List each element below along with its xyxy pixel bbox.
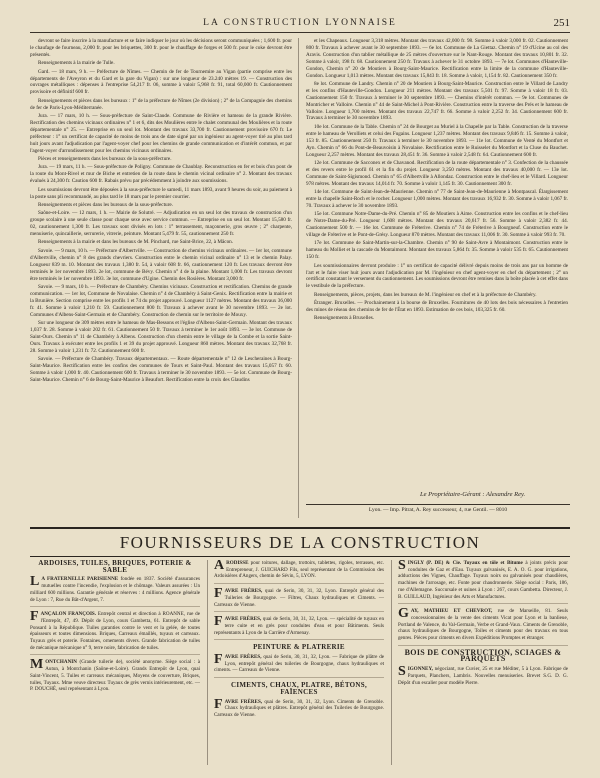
article-paragraph: Les soumissions devront être déposées à la sous-préfecture le samedi, 11 mars 1893, avant 9 heures du soir, au paiement à la poste sans pli recommandé, au plus tard le 18 mars par le premier courrier. [30,186,292,200]
footer-rule [306,504,570,505]
advert-text: fondée en 1837. Société d'assurances mutuelles contre l'incendie, l'explosion et le chômage. Valeurs assurées : Un milliard 600 millions. Garantie générale et réserves : 4 millions. Agence générale de Lyon : 7, Rue du Bât-d'Argent, 7. [30,576,200,603]
suppliers-column-1 [30,560,200,765]
advert [214,560,384,584]
advertiser-name: INGLY (P. DE) & Cie. Tuyaux en tôle et Bitume [407,560,523,566]
article-paragraph: 8e lot. Commune de Landry. Chemin n° 20 de Moutiers à Bourg-Saint-Maurice. Construction entre le Villard de Landry et les confins d'Hauteville-Gondon. Longueur 211 mètres. Montant des travaux 5,501 fr. 97. Somme à valoir 18 fr. 03. Cautionnement 150 fr. Travaux à terminer le 30 septembre 1893. — Chemins d'intérêt commun. — 9e lot. Communes de Montricher et Valloire. Chemin n° 44 de Saint-Michel à Pont-Rivière. Construction entre la traverse des Prés et le hameau de Valloire. Longueur 1,700 mètres. Montant des travaux 22,747 fr. 66. Somme à valoir 2,252 fr. 34. Cautionnement 600 fr. Travaux à terminer le 30 novembre 1893. [306,80,568,122]
advert-text: à joints précis pour conduites de Gaz et d'Eau. Tuyaux galvanisés, E. A. O. G. pour irrigations, adductions des Vignes, Chauffage. Tuyaux noirs ou galvanisés pour chaudières, machines de l'arrosage, etc. Fonte pour chaudronnerie. Siège social : Paris, 186, rue d'Allemagne. Succursale et usines à Lyon : 267, cours Gambetta. Directeur, J. B. GUILLAUD, Ingénieur des Arts et Manufactures. [398,560,568,600]
advert-text: quai de Serin, 30, 31, 32, Lyon. Ciments de Grenoble. Chaux hydrauliques et plâtres. Entrepôt général des Tuileries de Bourgogne. Carreaux de Vienne. [214,698,384,718]
drop-cap: F [214,586,223,602]
article-paragraph: Étranger. Bruxelles. — Prochainement à la bourse de Bruxelles. Fournitures de 40 lots des bois nécessaires à l'entretien des mines de réseau des chemins de fer de l'État en 1893. Estimation de ces bois, 103,325 fr. 60. [306,300,568,314]
advertiser-name: AY, MATHIEU ET CHEVROT, [410,608,493,615]
advert [214,654,384,678]
article-paragraph: 14e lot. Commune de Saint-Jean-de-Maurienne. Chemin n° 77 de Saint-Jean-de-Maurienne à Montpascal. Élargissement entre la chapelle Saint-Roch et le rocher. Longueur 1,000 mètres. Montant des travaux 16,932 fr. 30. Somme à valoir 1,067 fr. 70. Travaux à achever le 30 novembre 1893. [306,189,568,209]
article-paragraph: Renseignements et pièces dans les bureaux de la sous-préfecture. [38,201,173,208]
drop-cap: M [30,657,44,673]
printer-imprint: Lyon. — Imp. Pitrat, A. Rey successeur, 4, rue Gentil. — 8010 [368,507,508,513]
drop-cap: S [398,664,406,680]
publisher-signature: Le Propriétaire-Gérant : Alexandre Rey. [420,491,526,498]
advert-text: Entrepôt central et direction à ROANNE, rue de l'Entrepôt, 47, 49. Dépôt de Lyon, cours Gambetta, 61. Entrepôt de sable Ponsard à la République. Tuiles garanties contre le vent et la gelée, de toutes épaisseurs et toutes dimensions. Briques, Carreaux émaillés, tuyaux et carreaux. Tuyaux grès et poterie. Fontaines, ornements divers. Grande fabrication de tuiles de mécanique mécanique n° 9, terre noire, fabrication de tuiles. [30,611,200,651]
article-paragraph: Pièces et renseignements dans les bureaux de la sous-préfecture. [38,156,172,162]
advert [214,616,384,640]
drop-cap: G [398,606,409,622]
article-paragraph: et les Chapeaux. Longueur 3,318 mètres. Montant des travaux 42,000 fr. 98. Somme à valoir 3,000 fr. 02. Cautionnement 800 fr. Travaux à achever avant le 30 septembre 1893. — 6e lot. Commune de La Giettaz. Chemin n° 19 d'Ucine au col des Aravis. Construction d'un tablier métallique de 25 mètres d'ouverture sur le Nant-Rouge. Montant des travaux 10,801 fr. 32. Somme à valoir, 198 fr. 68. Cautionnement 250 fr. Travaux à achever le 31 octobre 1893. — 7e lot. Communes d'Hauteville-Gondon, Chemin n° 20 de Moutiers à Bourg-Saint-Maurice. Rectification entre la limite de la commune d'Hauteville-Gondon. Longueur 1,013 mètres. Montant des travaux 15,843 fr. 18. Somme à valoir, 1,154 fr. 82. Cautionnement 350 fr. [306,38,568,79]
drop-cap: F [214,614,223,630]
drop-cap: S [398,560,406,573]
article-paragraph: Gard. — 18 mars, 9 h. — Préfecture de Nîmes. — Chemin de fer de Tournemire au Vigan (partie comprise entre les départements de l'Aveyron et du Gard et la gare du Vigan) : sur une longueur de 23.240 mètres 19. — Construction des ouvrages métalliques : dépenses à l'entreprise 54,217 fr. 06, somme à valoir 5,968 fr. 91, total 60,000 fr. Cautionnement provisoire et définitif 600 fr. [30,68,292,96]
article-paragraph: Renseignements à Bruxelles. [314,315,375,322]
suppliers-title: FOURNISSEURS DE LA CONSTRUCTION [119,533,481,552]
article-paragraph: Savoie. — 9 mars, 10 h. — Préfecture d'Albertville. — Construction de chemins vicinaux ordinaires. — 1er lot, commune d'Albertville, chemin n° 8 des grands chevriers. Construction entre le chemin vicinal ordinaire n° 13 et le chemin Palay. Longueur 839 m. 10. Montant des travaux 1,380 fr. 54, à valoir 608 fr. 66, cautionnement 120 fr. Les travaux devront être terminés le 1er novembre 1893. 2e lot, commune de Bévy. Chemin n° 4 de la plaine. Montant 1,000 fr. Les travaux devront être terminés le 1er novembre 1893. 3e lot, commune d'Ugine. Chemin des Rosières. Montant 3,000 fr. [30,247,292,282]
advert [30,659,200,696]
advert-text: quai de Serin, 30, 31, 32, Lyon. Entrepôt général des Tuileries de Bourgogne. — Filtres, Chaux hydrauliques et Ciments. — Carreaux de Vienne. [214,588,384,608]
drop-cap: L [30,574,40,590]
category-heading: ARDOISES, TUILES, BRIQUES, POTERIE & SABLE [38,560,192,574]
suppliers-column-3 [398,560,568,765]
article-paragraph: Jura. — 19 mars, 11 h. — Sous-préfecture de Poligny. Commune de Chaublay. Reconstruction en fer et bois d'un pont de la route du Mont-Rivel et mur de Biche et entretien de la route dans le chemin vicinal ordinaire n° 2. Montant des travaux évalués à 24,300 fr. Caution 600 fr. Rabais prévu par précédemment à joindre aux soumissions. [30,164,292,185]
page-number: 251 [553,17,570,29]
article-paragraph: 10e lot. Commune de la Table. Chemin n° 24 de Bourget au Muriel à la Chapelle par la Table. Construction de la traverse entre le hameau de Verolliets et celui des Fugains. Longueur 1,237 mètres. Montant des travaux 9,846 fr. 15. Somme à valoir, 153 fr. 85. Cautionnement 250 fr. Travaux à terminer le 30 novembre 1893. — 11e lot. Commune de Venté du Montfort et Ayn. Chemin n° 66 du Pont-de-Beauvoisin à Novalaise. Rectification entre le Ruisselet du Montfort et la Cluse du Bauchet. Longueur 2,257 mètres. Montant des travaux 28,451 fr. 36. Somme à valoir 2,548 fr. 64. Cautionnement 600 fr. [306,123,568,158]
category-heading: CIMENTS, CHAUX, PLATRE, BÉTONS, FAÏENCES [230,681,368,696]
category-heading: PEINTURE & PLATRERIE [253,643,345,652]
article-paragraph: Savoie. — Préfecture de Chambéry. Travaux départementaux. — Route départementale n° 12 de Lescheraines à Bourg-Saint-Maurice. Rectification entre les confins des communes de Tours et Saint-Paul. Montant des travaux 15,057 fr. 60. Somme à valoir 1,000 fr. 40. Cautionnement 600 fr. Travaux à terminer le 30 novembre 1893. — 5e lot. Commune de Bourg-Saint-Maurice. Chemin n° 6 de Bourg-Saint-Maurice à Beaufort. Rectification entre la croix des Glaudins [30,355,292,383]
advert-text: pour toitures, dallage, trottoirs, tablettes, rigoles, terrasses, etc. Entrepreneur, J. GUICHARD Fils, seul représentant de la Commission des Ardoisières d'Angers, chemin de Sévin, 5, LYON. [214,560,384,580]
advert-text: quai de Serin, 30, 31, 32, Lyon. — Fabrique de plâtre de Lyon, entrepôt général des tuileries de Bourgogne, chaux hydrauliques et ciments. — Carreaux de Vienne. [214,654,384,674]
article-paragraph: Savoie. — 9 mars, 10 h. — Préfecture de Chambéry. Chemins vicinaux. Construction et rectification. Chemins de grande communication. — 1er lot, Commune de Novalaise. Chemin n° 4 de Chambéry à Saint-Genix. Rectification entre la mairie et la Brunière. Section comprise entre les profils 1 et 74 du projet approuvé. Longueur 1127 mètres. Montant des travaux 36,000 fr. 41. Somme à valoir 1,210 fr. 59. Cautionnement 800 fr. Travaux à achever avant le 30 novembre 1893. — 2e lot. Communes d'Albens-Saint-Germain et de Chambéry. Construction de chemin sur le territoire de Mouxy. [30,283,292,318]
advertiser-name: AVRE FRÈRES, [224,588,263,595]
advert [30,576,200,607]
column-divider [207,560,208,765]
drop-cap: F [30,609,39,625]
tenders-column-left [30,38,292,476]
advert-text: négociant, rue Cuvier, 25 et rue Méditer, 5 à Lyon. Fabrique de Parquets, Planchers, Lambris. Nouvelles menuiseries. Brevet S.G. D. G. Dépôt d'un escalier pour modèle Pierre. [398,666,568,686]
column-divider [298,38,299,518]
article-paragraph: devront se faire inscrire à la manufacture et se faire indiquer le jour où les décisions seront communiquées ; 1,600 fr. pour le chaufage de fourneau, 2,000 fr. pour les briquettes, 300 fr. pour le chauffage de forges et 500 fr. pour le coke devront être présentés. [30,38,292,58]
section-rule [30,556,570,557]
advert [398,608,568,646]
drop-cap: F [214,696,223,712]
article-paragraph: Saône-et-Loire. — 12 mars, 1 h. — Mairie de Solutré. — Adjudication en un seul lot des travaux de construction d'un groupe scolaire à une seule classe pour chaque sexe avec service commun. — Entreprise en un seul lot. Montant 15,580 fr. 02, cautionnement 1,300 fr. Les travaux sont divisés en lots : 1° terrassement, maçonnerie, gros œuvre ; 2° charpente, menuiserie, quincaillerie, serrurerie, vitrerie, peinture. Montant 5,479 fr. 55, cautionnement 250 fr. [30,210,292,238]
advert [214,588,384,612]
advertiser-name: AVRE FRÈRES, [224,698,263,705]
drop-cap: F [214,652,223,668]
article-paragraph: 12e lot. Commune de Sacconex et de Chavanod. Rectification de la route départementale n° 3. Confection de la chaussée et des revers entre le profil 61 et la fin du projet. Longueur 3,250 mètres. Montant des travaux 40,000 fr. — 13e lot. Commune de Saint-Sigismond. Chemin n° 65 d'Albertville à Allondaz. Construction entre le chef-lieu et le Villard. Longueur 978 mètres. Montant des travaux 14,014 fr. 70. Somme à valoir 1,145 fr. 30. Cautionnement 300 fr. [306,159,568,187]
advert-text: rue de Marseille, 81. Seuls concessionnaires de la vente des ciments Vicat pour Lyon et la banlieue, Portland de Valence, du Val-Germain, Verbe et Grand-Vaux. Ciments de Grenoble, chaux hydrauliques de Bourgogne, Toiles et ciments pour des travaux en tous genres. Pièces pour ciments en divers Expéditions Promptes et étranger. [398,608,568,642]
advertiser-name: RODISSE [226,560,249,566]
advert-text: quai de Serin, 30, 31, 32, Lyon. — spécialité de tuyaux en terre cuite et en grès pour conduites d'eau et pour Bâtiments. Seuls représentants à Lyon de la Carrière d'Armenay. [214,616,384,636]
article-paragraph: 17e lot. Commune de Saint-Martin-sur-la-Chambre. Chemin n° 90 de Saint-Avre à Montaimont. Construction entre le hameau du Molliet et la cascade du Montaimont. Montant des travaux 5,864 fr. 35. Somme à valoir 535 fr. 65. Cautionnement 150 fr. [306,240,568,261]
article-paragraph: Sur une longueur de 309 mètres entre le hameau de Mas-Bessons et l'église d'Albens-Saint-Germain. Montant des travaux 1,037 fr. 28. Somme à valoir 202 fr. 61. Cautionnement 50 fr. Travaux à terminer le 1er août 1893. — 3e lot. Commune de Saint-Ours. Chemin n° 11 de Chambéry à Albens. Construction d'un chemin entre le village de la Combe et la sortie Saint-Ours. Travaux à exécuter entre les profils 1 et 39 du projet approuvé. Longueur 860 mètres. Montant des travaux 32,768 fr. 28. Somme à valoir 1,231 fr. 72. Cautionnement 600 fr. [30,319,292,354]
advert [30,611,200,655]
article-paragraph: Renseignements et pièces dans les bureaux : 1° de la préfecture de Nîmes (2e division) ; 2° de la Compagnie des chemins de fer de Paris-Lyon-Méditerranée. [30,97,292,111]
advertiser-name: AVRE FRÈRES, [224,616,262,623]
article-paragraph: Jura. — 17 mars, 10 h. — Sous-préfecture de Saint-Claude. Commune de Rivière et hameau de la grande Rivière. Rectification des chemins vicinaux ordinaires n° 1 et 6, dits des Moulières entre le chalet communal des Moulières et la route départementale n° 25. — Entreprise en un seul lot. Montant des travaux 33,700 fr. Cautionnement provisoire 670 fr. Le préfecteur : 1° un certificat de capacité de moins de trois ans de date signé par un ingénieur au agent-voyer tiré au plus tard huit jours avant l'adjudication par l'agent-voyer chef pour les chemins de grande communication et d'intérêt commun, et par l'agent-voyer d'arrondissement pour les chemins vicinaux ordinaires. [30,113,292,154]
section-rule [30,527,570,529]
advert [398,560,568,604]
advertiser-name: ANÇALON FRANÇOIS. [40,611,97,618]
article-paragraph: Les soumissionnaires devront produire : 1° un certificat de capacité délivré depuis moins de trois ans par un homme de l'art et le faire viser huit jours avant l'adjudication par M. l'ingénieur en chef agent-voyer en chef du département ; 2° un certificat constatant le versement du cautionnement. Les soumissions devront être remises dans la boîte placée à cet effet dans le vestibule de la préfecture. [306,262,568,290]
advert-text: (Grande tuilerie de), société anonyme. Siège social : à Autun, à Montchanin (Saône-et-Loire). Grands Entrepôt de Lyon, quai Saint-Vincent, 5. Tuiles et carreaux mécaniques, Moyens de couverture, Briques, tuiles, Tuyaux. Mme veuve directeur. Tuyaux de grès vernis intérieurement, etc. — P. DOUCHÉ, seul représentant à Lyon. [30,659,200,693]
category-heading: BOIS DE CONSTRUCTION, SCIAGES & PARQUETS [404,647,562,664]
advert [398,666,568,689]
article-paragraph: Renseignements à la mairie et dans les bureaux de M. Pinchard, rue Saint-Brice, 22, à Mâcon. [38,239,234,246]
page-header [30,16,570,33]
tenders-column-right [306,38,568,476]
article-paragraph: 15e lot. Commune Notre-Dame-du-Pré. Chemin n° 85 de Moutiers à Aime. Construction entre les confins et le chef-lieu de Notre-Dame-du-Pré. Longueur 1,608 mètres. Montant des travaux 20,617 fr. 56. Somme à valoir 2,382 fr. 44. Cautionnement 500 fr. — 16e lot. Commune de Fréterive. Chemin n° 74 de Fréterive à Bourgneuf. Construction entre le village de Fréterive et le Pont-de-Grésy. Longueur 870 mètres. Montant des travaux 11,006 fr. 30. Somme à valoir 993 fr. 70. [306,211,568,238]
suppliers-column-2 [214,560,384,765]
article-paragraph: Renseignements, pièces, projets, dans les bureaux de M. l'ingénieur en chef et à la préfecture de Chambéry. [314,291,537,298]
drop-cap: A [214,560,225,573]
advertiser-name: A FRATERNELLE PARISIENNE [41,576,119,583]
advertiser-name: ONTCHANIN [45,659,77,666]
advertiser-name: AVRE FRÈRES, [224,654,262,661]
advertiser-name: IGONNEY, [407,666,433,673]
advert [214,696,384,722]
column-divider [391,560,392,765]
article-paragraph: Renseignements à la mairie de Tulle. [38,60,115,67]
journal-title: LA CONSTRUCTION LYONNAISE [203,18,397,28]
